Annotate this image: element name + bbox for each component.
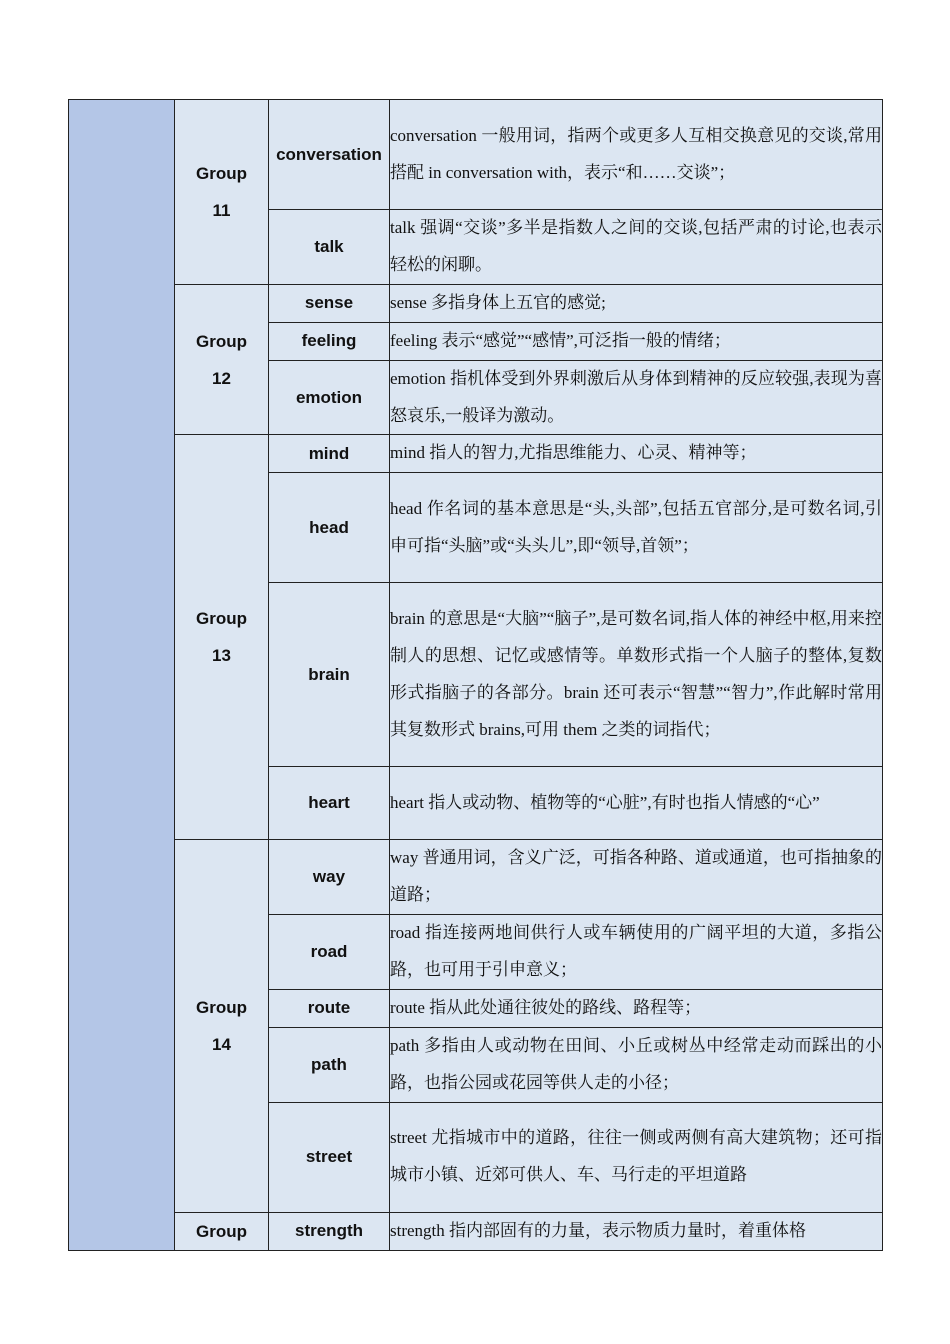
word-cell: talk: [269, 210, 390, 285]
group-number: 11: [212, 200, 231, 220]
word-cell: road: [269, 915, 390, 990]
word-cell: sense: [269, 284, 390, 322]
group-label: Group: [196, 609, 247, 629]
word-cell: strength: [269, 1212, 390, 1250]
definition-cell: mind 指人的智力,尤指思维能力、心灵、精神等；: [390, 435, 883, 473]
word-cell: head: [269, 473, 390, 583]
definition-cell: route 指从此处通往彼处的路线、路程等；: [390, 989, 883, 1027]
word-cell: way: [269, 840, 390, 915]
definition-cell: brain 的意思是“大脑”“脑子”,是可数名词,指人体的神经中枢,用来控制人的思想、记忆或感情等。单数形式指一个人脑子的整体,复数形式指脑子的各部分。brain 还可表示“智慧”“智力”,作此解时常用其复数形式 brains,可用 them 之类的词指代；: [390, 583, 883, 767]
group-label: Group: [196, 1221, 247, 1241]
definition-cell: talk 强调“交谈”多半是指数人之间的交谈,包括严肃的讨论,也表示轻松的闲聊。: [390, 210, 883, 285]
word-cell: street: [269, 1102, 390, 1212]
word-cell: feeling: [269, 322, 390, 360]
group-number: 13: [212, 646, 231, 666]
group-cell: [175, 1212, 269, 1250]
definition-cell: street 尤指城市中的道路，往往一侧或两侧有高大建筑物；还可指城市小镇、近郊可供人、车、马行走的平坦道路: [390, 1102, 883, 1212]
definition-cell: way 普通用词，含义广泛，可指各种路、道或通道，也可指抽象的道路；: [390, 840, 883, 915]
group-label: Group: [196, 998, 247, 1018]
definition-cell: heart 指人或动物、植物等的“心脏”,有时也指人情感的“心”: [390, 767, 883, 840]
definition-cell: path 多指由人或动物在田间、小丘或树丛中经常走动而踩出的小路，也指公园或花园等供人走的小径；: [390, 1027, 883, 1102]
word-cell: brain: [269, 583, 390, 767]
table-row: [69, 435, 883, 473]
group-cell: [175, 284, 269, 435]
table-row: [69, 100, 883, 210]
word-cell: heart: [269, 767, 390, 840]
group-number: 12: [212, 368, 231, 388]
definition-cell: head 作名词的基本意思是“头,头部”,包括五官部分,是可数名词,引申可指“头脑”或“头头儿”,即“领导,首领”；: [390, 473, 883, 583]
table-row: [69, 1212, 883, 1250]
definition-cell: emotion 指机体受到外界刺激后从身体到精神的反应较强,表现为喜怒哀乐,一般译为激动。: [390, 360, 883, 435]
word-cell: mind: [269, 435, 390, 473]
group-label: Group: [196, 163, 247, 183]
word-cell: emotion: [269, 360, 390, 435]
definition-cell: feeling 表示“感觉”“感情”,可泛指一般的情绪；: [390, 322, 883, 360]
word-cell: conversation: [269, 100, 390, 210]
word-cell: route: [269, 989, 390, 1027]
side-band: [69, 100, 175, 1251]
group-label: Group: [196, 331, 247, 351]
table-row: [69, 840, 883, 915]
vocabulary-table: [68, 99, 883, 1251]
group-number: 14: [212, 1035, 231, 1055]
definition-cell: road 指连接两地间供行人或车辆使用的广阔平坦的大道，多指公路，也可用于引申意义；: [390, 915, 883, 990]
vocabulary-table-body: [69, 100, 883, 1251]
definition-cell: strength 指内部固有的力量，表示物质力量时，着重体格: [390, 1212, 883, 1250]
definition-cell: sense 多指身体上五官的感觉;: [390, 284, 883, 322]
word-cell: path: [269, 1027, 390, 1102]
definition-cell: conversation 一般用词，指两个或更多人互相交换意见的交谈,常用搭配 in conversation with，表示“和……交谈”；: [390, 100, 883, 210]
table-row: [69, 284, 883, 322]
group-cell: [175, 100, 269, 285]
group-cell: [175, 435, 269, 840]
group-cell: [175, 840, 269, 1212]
